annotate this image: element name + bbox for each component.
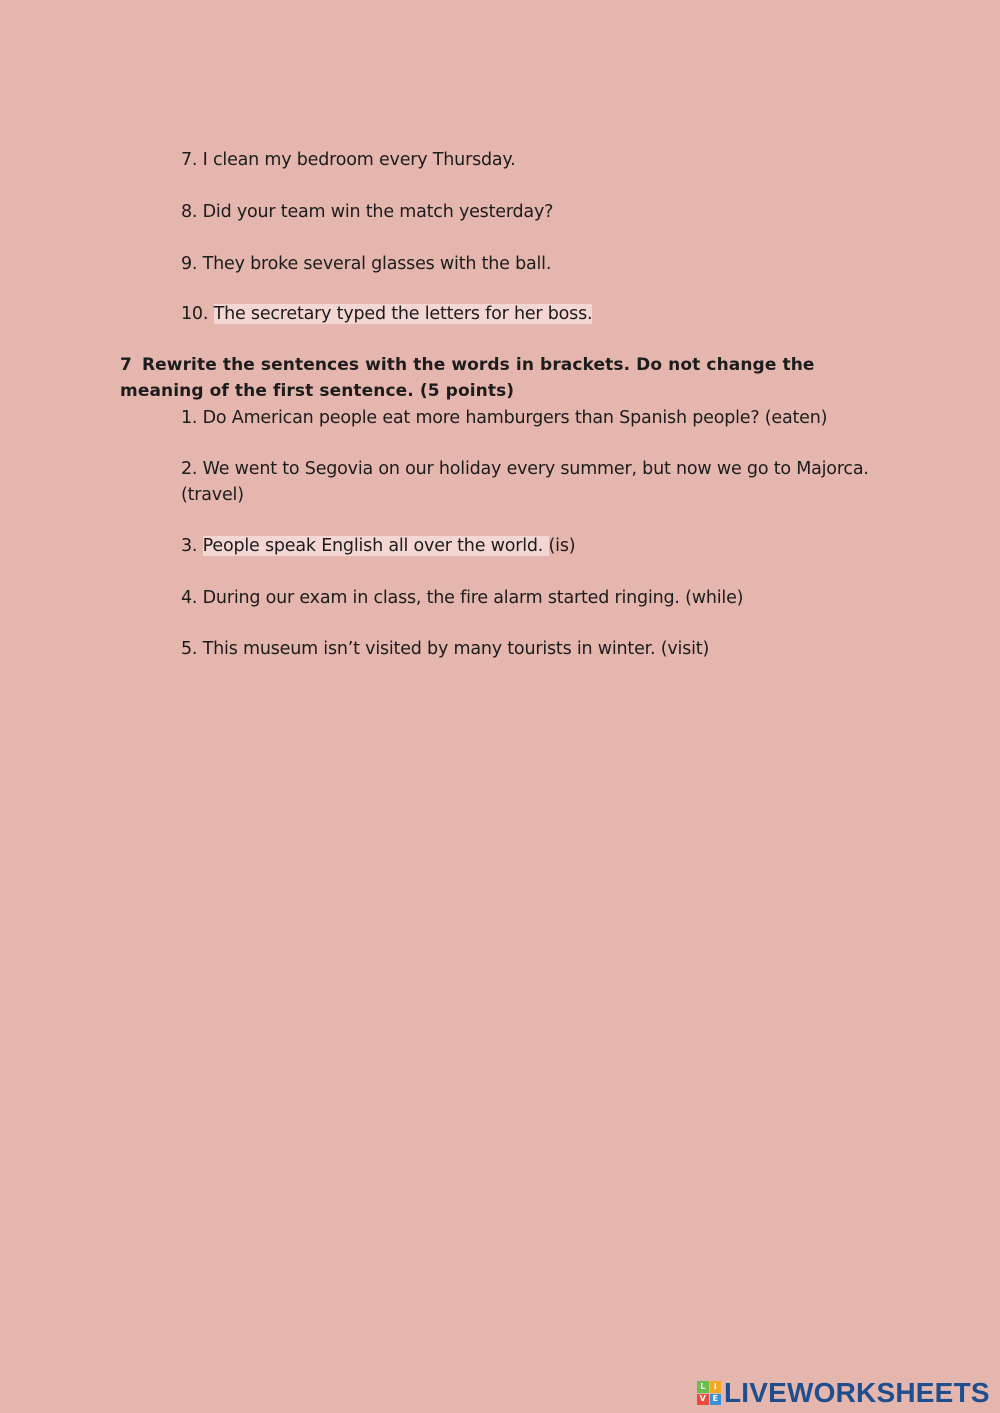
sentence-item-10 [181,301,592,327]
section-number: 7 [120,355,132,375]
rewrite-item-4: 4. During our exam in class, the fire alarm started ringing. (while) [181,588,744,608]
keyword: (is) [548,536,576,556]
sentence-item-7: 7. I clean my bedroom every Thursday. [181,150,516,170]
section-instruction: Rewrite the sentences with the words in brackets. Do not change the meaning of the first sentence. (5 points) [120,355,815,401]
section-heading [120,352,860,404]
rewrite-item-2: 2. We went to Segovia on our holiday every summer, but now we go to Majorca. [181,459,869,479]
highlighted-sentence: People speak English all over the world. [202,536,549,556]
sentence-item-9: 9. They broke several glasses with the ball. [181,254,552,274]
sentence-item-8: 8. Did your team win the match yesterday? [181,202,554,222]
rewrite-item-2-keyword: (travel) [181,485,244,505]
item-number: 10. [181,304,214,324]
highlighted-sentence: The secretary typed the letters for her boss. [213,304,593,324]
logo-text: LIVEWORKSHEETS [724,1377,990,1408]
rewrite-item-3 [181,533,575,559]
liveworksheets-logo [697,1378,990,1408]
rewrite-item-1: 1. Do American people eat more hamburgers than Spanish people? (eaten) [181,408,828,428]
item-number: 3. [181,536,203,556]
rewrite-item-5: 5. This museum isn’t visited by many tourists in winter. (visit) [181,639,710,659]
logo-mark-icon: L I V E [697,1381,721,1405]
